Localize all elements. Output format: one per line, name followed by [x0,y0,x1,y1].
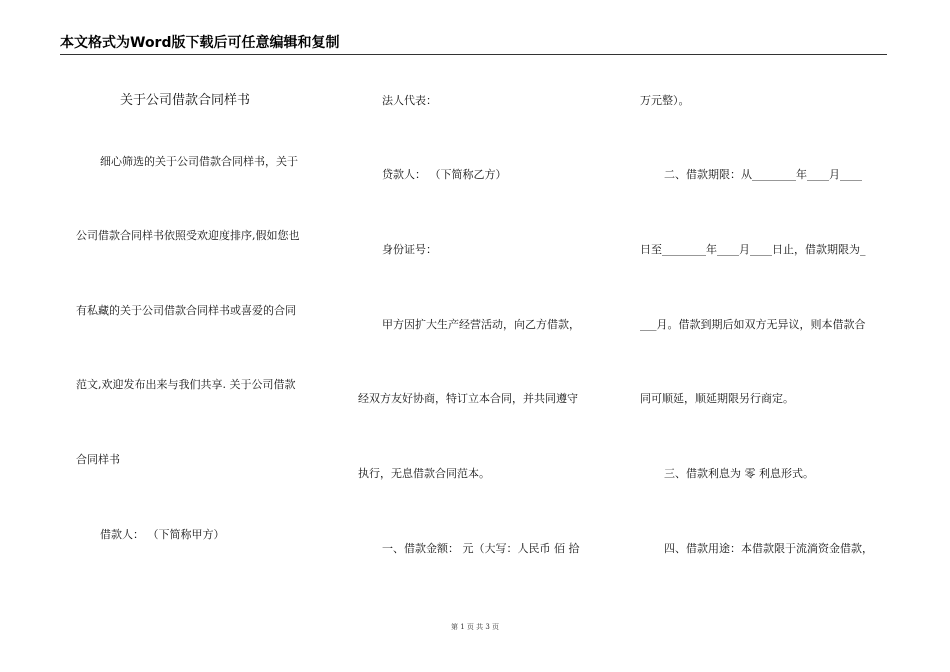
column-3 [640,0,910,672]
paragraph-line: 甲方因扩大生产经营活动，向乙方借款， [382,318,580,331]
loan-purpose-line: 四、借款用途：本借款限于流淌资金借款， [664,542,873,555]
id-number-line: 身份证号： [382,243,437,256]
paragraph-line: ___月。借款到期后如双方无异议，则本借款合 [640,318,866,331]
legal-representative-line: 法人代表： [382,94,437,107]
paragraph-line: 公司借款合同样书依照受欢迎度排序,假如您也 [76,229,300,242]
paragraph-line: 万元整）。 [640,94,690,107]
header-title: 本文格式为Word版下载后可任意编辑和复制 [60,35,340,51]
paragraph-line: 经双方友好协商，特订立本合同，并共同遵守 [358,392,578,405]
interest-line: 三、借款利息为 零 利息形式。 [664,467,814,480]
loan-amount-line: 一、借款金额： 元（大写：人民币 佰 拾 [382,542,580,555]
document-title: 关于公司借款合同样书 [120,93,251,108]
lender-line: 贷款人： （下简称乙方） [382,168,507,181]
paragraph-line: 日至________年____月____日止，借款期限为_ [640,243,866,256]
borrower-line: 借款人： （下简称甲方） [100,528,225,541]
paragraph-line: 细心筛选的关于公司借款合同样书，关于 [100,155,298,168]
paragraph-line: 合同样书 [76,453,120,466]
column-1 [76,0,346,672]
paragraph-line: 执行，无息借款合同范本。 [358,467,490,480]
paragraph-line: 有私藏的关于公司借款合同样书或喜爱的合同 [76,304,296,317]
column-2 [358,0,628,672]
paragraph-line: 范文,欢迎发布出来与我们共享. 关于公司借款 [76,378,296,391]
page-number: 第 1 页 共 3 页 [450,623,500,631]
loan-term-line: 二、借款期限：从________年____月____ [664,168,862,181]
paragraph-line: 同可顺延，顺延期限另行商定。 [640,392,794,405]
